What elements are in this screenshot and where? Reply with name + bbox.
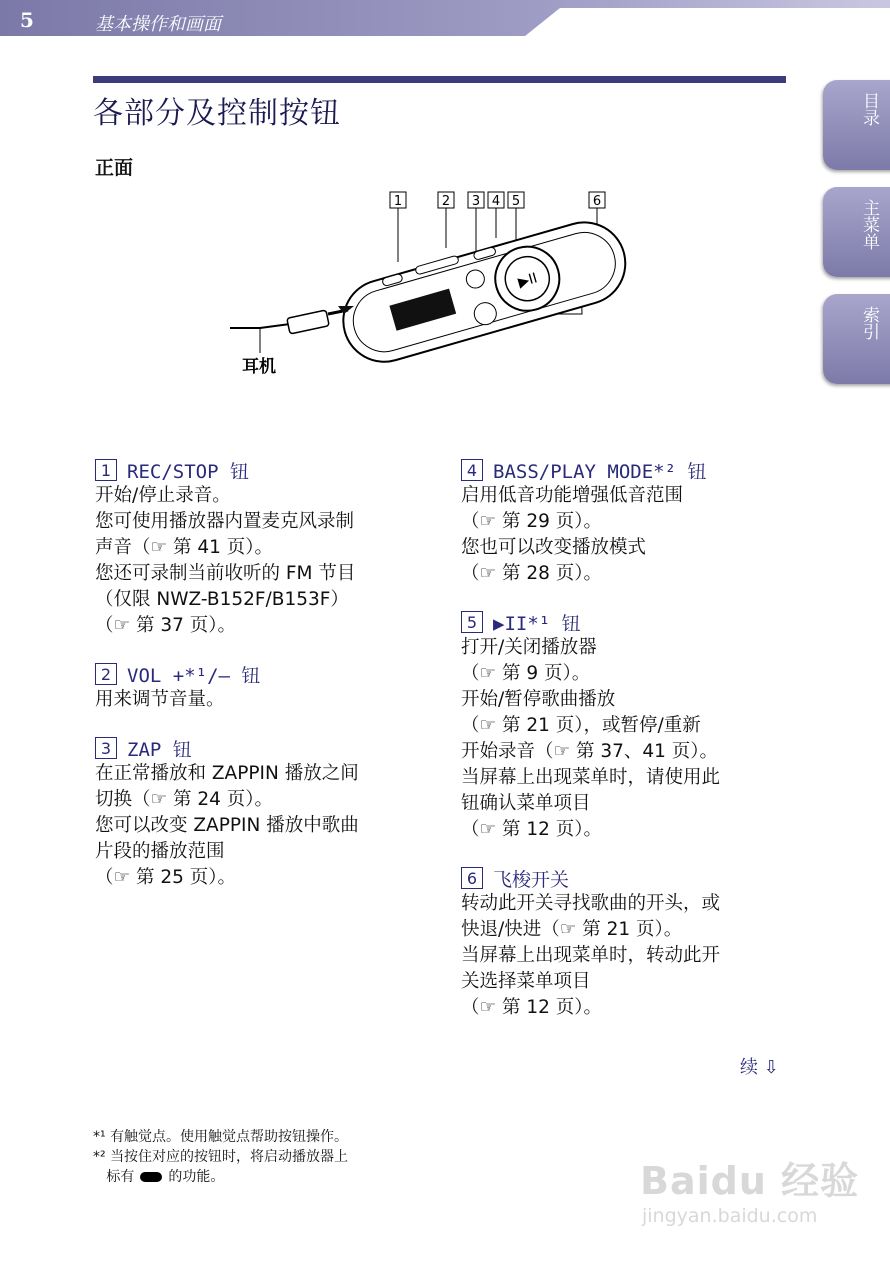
left-column (95, 457, 425, 913)
item-number: 4 (461, 459, 483, 481)
title-rule (93, 76, 786, 83)
earphone-label: 耳机 (242, 357, 276, 377)
item-title: 飞梭开关 (493, 868, 570, 891)
item-line: 在正常播放和 ZAPPIN 播放之间 (95, 763, 359, 784)
tab-main-menu-label: 主菜单 (859, 199, 879, 250)
item-line: 当屏幕上出现菜单时，转动此开 (461, 945, 721, 966)
footnote-1: *¹ 有触觉点。使用触觉点帮助按钮操作。 (93, 1129, 349, 1145)
item-line: 转动此开关寻找歌曲的开头，或 (461, 893, 721, 914)
item-line: 启用低音功能增强低音范围 (461, 485, 684, 506)
callout-3 (468, 192, 484, 258)
item-shuttle-switch (461, 865, 791, 1021)
item-line: 开始/暂停歌曲播放 (461, 689, 616, 710)
footnote-2-post: 的功能。 (168, 1169, 225, 1185)
item-line: （☞ 第 21 页），或暂停/重新 (461, 715, 701, 736)
item-number: 5 (461, 611, 483, 633)
svg-text:6: 6 (592, 194, 602, 209)
item-line: 开始录音（☞ 第 37、41 页）。 (461, 741, 719, 762)
item-line: （☞ 第 12 页）。 (461, 819, 603, 840)
item-play-pause (461, 609, 791, 843)
footnote-2-pre: 标有 (93, 1169, 135, 1185)
watermark-logo: Baidu 经验 (640, 1159, 860, 1203)
tab-index[interactable] (823, 294, 890, 384)
page-number: 5 (20, 8, 34, 32)
item-line: （☞ 第 25 页）。 (95, 867, 237, 888)
item-line: 开始/停止录音。 (95, 485, 231, 506)
callout-1 (390, 192, 406, 262)
earphone-plug (230, 306, 354, 353)
item-line: （☞ 第 9 页）。 (461, 663, 591, 684)
item-line: 快退/快进（☞ 第 21 页）。 (461, 919, 683, 940)
item-line: （☞ 第 37 页）。 (95, 615, 237, 636)
item-rec-stop (95, 457, 425, 639)
player-body (333, 211, 635, 372)
item-number: 1 (95, 459, 117, 481)
callout-4 (488, 192, 504, 238)
item-line: （☞ 第 28 页）。 (461, 563, 603, 584)
item-title: ZAP 钮 (127, 738, 192, 761)
svg-text:1: 1 (393, 194, 403, 209)
device-illustration (230, 188, 650, 383)
callout-2 (438, 192, 454, 248)
item-line: 用来调节音量。 (95, 689, 225, 710)
tab-contents[interactable] (823, 80, 890, 170)
svg-text:▶II: ▶II (516, 270, 540, 291)
watermark (640, 1150, 859, 1227)
item-bass-play-mode (461, 457, 791, 587)
item-title: ▶II*¹ 钮 (493, 612, 581, 635)
front-label: 正面 (95, 157, 134, 179)
footnote-2-continued (93, 1167, 348, 1187)
item-line: （☞ 第 12 页）。 (461, 997, 603, 1018)
item-title: VOL +*¹/– 钮 (127, 664, 261, 687)
svg-text:5: 5 (511, 194, 521, 209)
item-number: 3 (95, 737, 117, 759)
svg-text:4: 4 (491, 194, 501, 209)
svg-text:2: 2 (441, 194, 451, 209)
tab-index-label: 索引 (859, 306, 879, 340)
continued-link[interactable]: 续 ⇩ (740, 1057, 779, 1078)
item-line: 当屏幕上出现菜单时，请使用此 (461, 767, 721, 788)
item-line: 您可使用播放器内置麦克风录制 (95, 511, 355, 532)
item-line: 钮确认菜单项目 (461, 793, 591, 814)
item-vol (95, 661, 425, 713)
item-number: 2 (95, 663, 117, 685)
item-zap (95, 735, 425, 891)
item-title: REC/STOP 钮 (127, 460, 249, 483)
tab-main-menu[interactable] (823, 187, 890, 277)
item-line: 打开/关闭播放器 (461, 637, 597, 658)
footnote-2: *² 当按住对应的按钮时，将启动播放器上 (93, 1149, 349, 1165)
item-title: BASS/PLAY MODE*² 钮 (493, 460, 707, 483)
svg-text:3: 3 (471, 194, 481, 209)
item-number: 6 (461, 867, 483, 889)
item-line: 您也可以改变播放模式 (461, 537, 647, 558)
footnotes (93, 1127, 348, 1187)
right-column (461, 457, 791, 1043)
watermark-url: jingyan.baidu.com (642, 1205, 818, 1227)
item-line: （☞ 第 29 页）。 (461, 511, 603, 532)
page-title: 各部分及控制按钮 (93, 96, 341, 131)
section-title: 基本操作和画面 (95, 14, 221, 35)
item-line: 切换（☞ 第 24 页）。 (95, 789, 274, 810)
tab-contents-label: 目录 (859, 92, 879, 126)
item-line: 关选择菜单项目 (461, 971, 591, 992)
button-symbol-icon (140, 1172, 162, 1182)
item-line: 您还可录制当前收听的 FM 节目 (95, 563, 356, 584)
item-line: 声音（☞ 第 41 页）。 (95, 537, 274, 558)
item-line: 片段的播放范围 (95, 841, 225, 862)
item-line: （仅限 NWZ-B152F/B153F） (95, 589, 349, 610)
item-line: 您可以改变 ZAPPIN 播放中歌曲 (95, 815, 359, 836)
